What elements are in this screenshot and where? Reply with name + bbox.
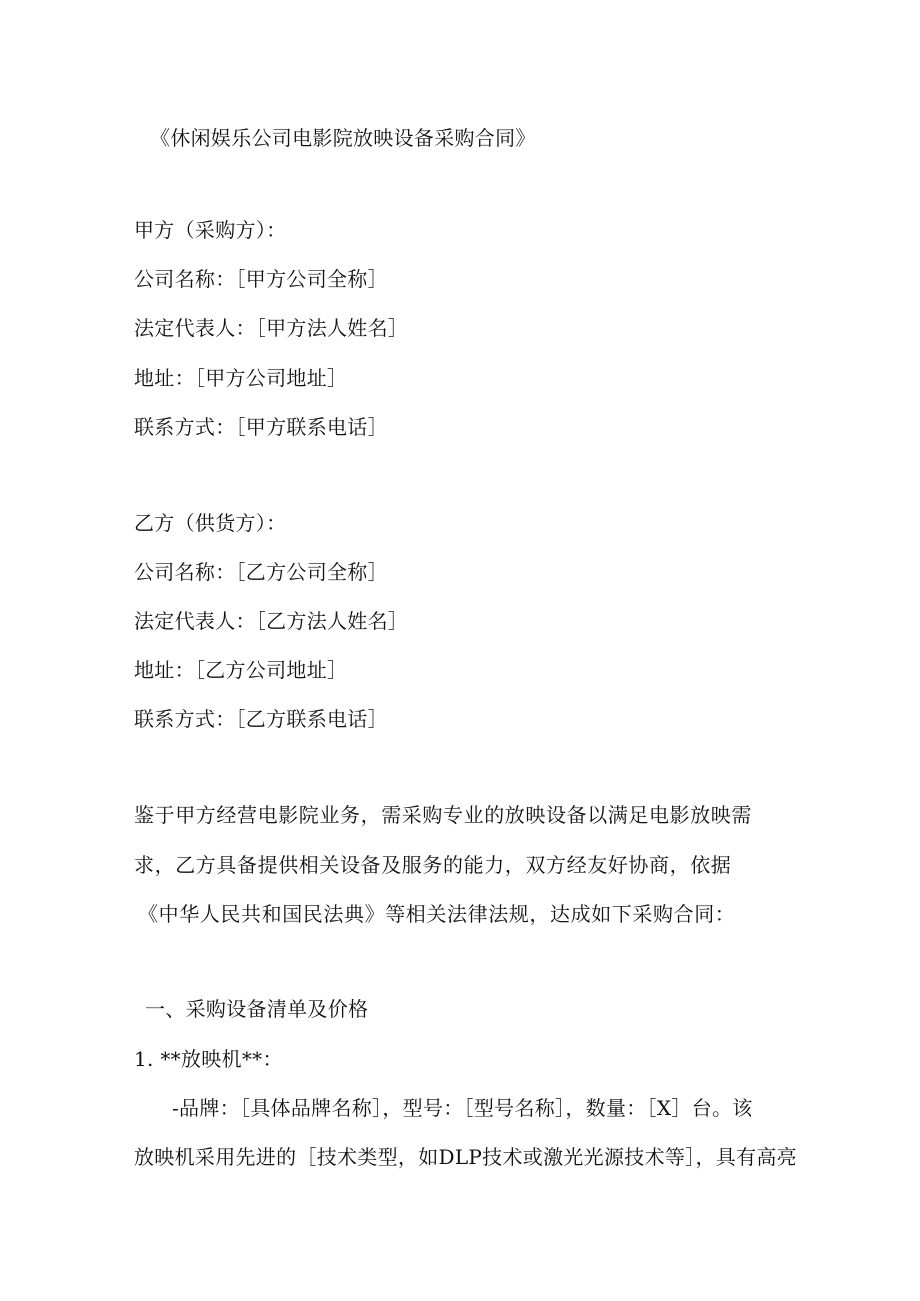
party-b-address: 地址：［乙方公司地址］ [134,658,348,682]
party-a-heading: 甲方（采购方）： [134,218,287,242]
preamble-line-2: 求，乙方具备提供相关设备及服务的能力，双方经友好协商，依据 [134,853,732,877]
party-b-contact: 联系方式：［乙方联系电话］ [134,707,388,731]
document-title: 《休闲娱乐公司电影院放映设备采购合同》 [150,126,536,150]
preamble-line-1: 鉴于甲方经营电影院业务，需采购专业的放映设备以满足电影放映需 [134,803,752,827]
item-1-heading: 1. **放映机**： [134,1047,283,1071]
party-b-heading: 乙方（供货方）： [134,511,287,535]
party-a-representative: 法定代表人：［甲方法人姓名］ [134,316,409,340]
party-a-contact: 联系方式：［甲方联系电话］ [134,415,388,439]
item-1-text-line-2: 放映机采用先进的［技术类型，如DLP技术或激光光源技术等］，具有高亮 [134,1145,797,1169]
item-1-text-line-1: -品牌：［具体品牌名称］，型号：［型号名称］，数量：［X］台。该 [172,1096,753,1120]
preamble-line-3: 《中华人民共和国民法典》等相关法律法规，达成如下采购合同： [138,902,736,926]
party-b-company: 公司名称：［乙方公司全称］ [134,560,388,584]
party-a-company: 公司名称：［甲方公司全称］ [134,267,388,291]
party-b-representative: 法定代表人：［乙方法人姓名］ [134,609,409,633]
section-1-heading: 一、采购设备清单及价格 [145,997,369,1021]
party-a-address: 地址：［甲方公司地址］ [134,366,348,390]
